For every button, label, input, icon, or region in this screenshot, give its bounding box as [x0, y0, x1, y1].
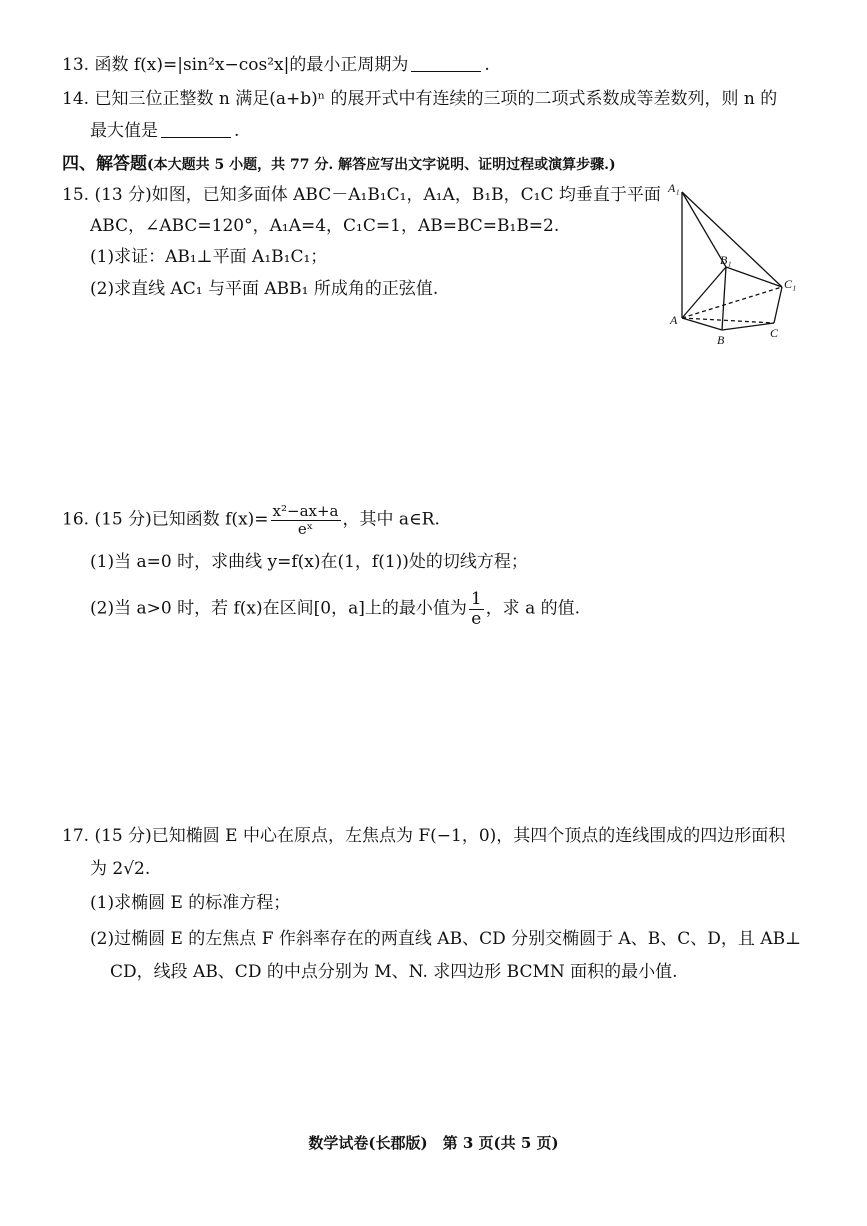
question-17-part-2-line-1: (2)过椭圆 E 的左焦点 F 作斜率存在的两直线 AB、CD 分别交椭圆于 A、B、C、D，且 AB⊥	[90, 929, 802, 949]
fraction-denominator: e	[471, 608, 482, 629]
question-17-part-2-line-2: CD，线段 AB、CD 的中点分别为 M、N. 求四边形 BCMN 面积的最小值.	[110, 962, 678, 982]
function-fraction	[271, 503, 341, 537]
question-13-text: 13. 函数 f(x)=|sin²x−cos²x|的最小正周期为	[62, 55, 409, 75]
label-c: C	[770, 326, 779, 340]
polyhedron-svg	[662, 180, 812, 350]
section-note: (本大题共 5 小题，共 77 分. 解答应写出文字说明、证明过程或演算步骤.)	[147, 157, 616, 173]
fraction-numerator: x²−ax+a	[272, 502, 339, 520]
question-17-line-1: 17. (15 分)已知椭圆 E 中心在原点，左焦点为 F(−1，0)，其四个顶点的连线围成的四边形面积	[62, 826, 786, 846]
answer-blank	[411, 57, 481, 72]
label-a: A	[670, 313, 678, 327]
edge-c1-c	[774, 287, 782, 323]
edge-b-c	[722, 323, 774, 330]
question-15-part-1: (1)求证：AB₁⊥平面 A₁B₁C₁；	[90, 247, 328, 267]
question-16-intro: 16. (15 分)已知函数 f(x)=	[62, 509, 269, 530]
label-b: B	[717, 333, 725, 347]
label-a1: A₁	[668, 181, 680, 195]
min-value-fraction	[469, 590, 484, 628]
question-16-stem	[62, 503, 440, 537]
question-16-part-1: (1)当 a=0 时，求曲线 y=f(x)在(1，f(1))处的切线方程；	[90, 552, 528, 572]
edge-b1-c1	[726, 267, 782, 287]
edge-a-b	[682, 318, 722, 330]
question-14-line-1: 14. 已知三位正整数 n 满足(a+b)ⁿ 的展开式中有连续的三项的二项式系数成等差数列，则 n 的	[62, 89, 778, 109]
fraction-numerator: 1	[470, 589, 482, 609]
question-13-end: .	[484, 55, 490, 75]
question-17-part-1: (1)求椭圆 E 的标准方程；	[90, 893, 291, 913]
label-b1: B₁	[720, 253, 732, 267]
question-14-text: 最大值是	[90, 121, 158, 141]
question-17-line-2: 为 2√2.	[90, 859, 151, 879]
question-15-line-1: 15. (13 分)如图，已知多面体 ABC－A₁B₁C₁，A₁A，B₁B，C₁C 均垂直于平面	[62, 185, 661, 205]
label-c1: C₁	[784, 277, 797, 291]
question-13	[62, 55, 490, 76]
page-footer: 数学试卷(长郡版) 第 3 页(共 5 页)	[308, 1134, 559, 1152]
question-16-part-2-post: ，求 a 的值.	[485, 598, 581, 619]
edge-a-c1	[682, 287, 782, 318]
fraction-denominator: eˣ	[297, 519, 314, 538]
question-14-line-2	[90, 121, 239, 142]
question-16-part-2-pre: (2)当 a>0 时，若 f(x)在区间[0，a]上的最小值为	[90, 598, 467, 619]
question-14-end: .	[234, 121, 240, 141]
question-16-part-2	[90, 590, 580, 628]
answer-blank	[161, 123, 231, 138]
section-heading	[62, 154, 616, 175]
question-15-line-2: ABC，∠ABC=120°，A₁A=4，C₁C=1，AB=BC=B₁B=2.	[90, 216, 560, 236]
polyhedron-figure	[662, 180, 812, 350]
edge-a1-c1	[682, 192, 782, 287]
section-title: 四、解答题	[62, 154, 147, 174]
edge-a-b1	[682, 267, 726, 318]
question-15-part-2: (2)求直线 AC₁ 与平面 ABB₁ 所成角的正弦值.	[90, 279, 439, 299]
question-16-after: ，其中 a∈R.	[342, 509, 440, 530]
